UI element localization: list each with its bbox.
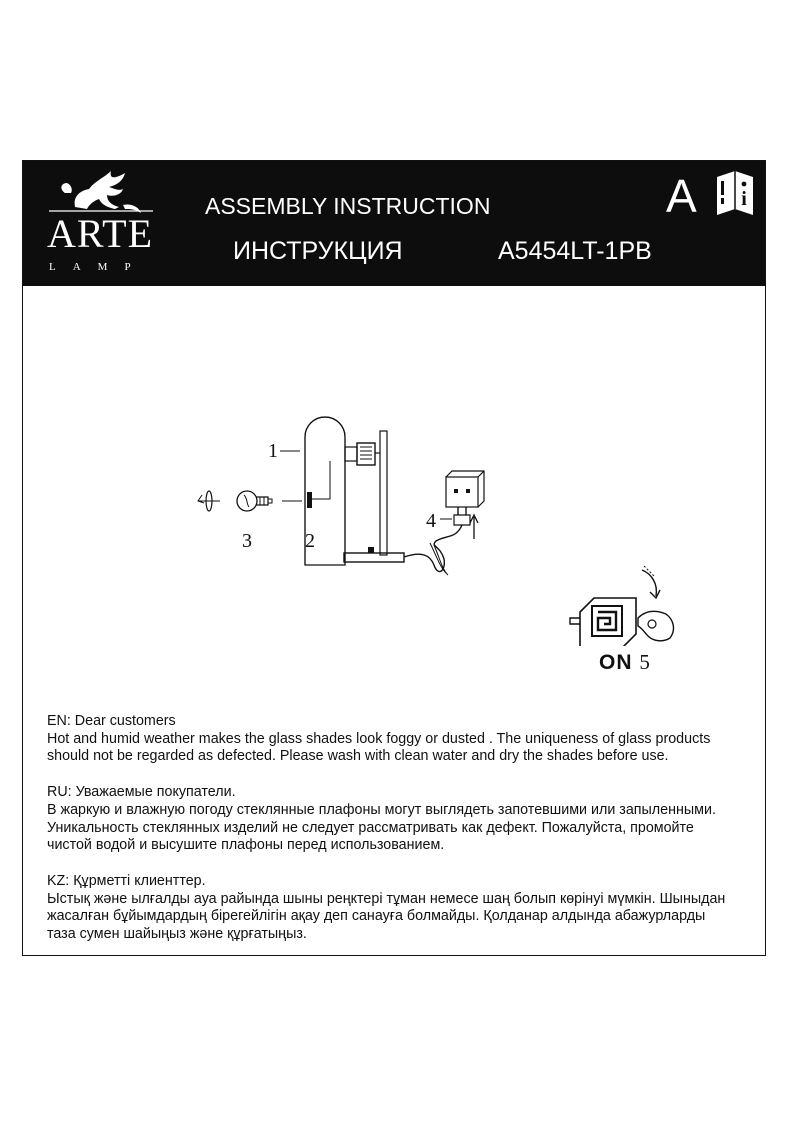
bulb bbox=[237, 491, 272, 511]
note-line: чистой водой и высушите плафоны перед использованием. bbox=[47, 837, 445, 854]
note-kazakh bbox=[47, 873, 747, 944]
brand-logo-text: ARTE bbox=[46, 211, 154, 256]
header-bar bbox=[23, 161, 765, 286]
note-heading: KZ: Құрметті клиенттер. bbox=[47, 872, 206, 889]
note-russian bbox=[47, 784, 747, 855]
switch-hand-illustration bbox=[560, 562, 680, 646]
switch-callout-5: 5 bbox=[639, 650, 651, 674]
brand-logo-subtext: LAMP bbox=[49, 261, 148, 273]
note-line: таза сумен шайыңыз және құрғатыңыз. bbox=[47, 926, 307, 943]
note-heading: RU: Уважаемые покупатели. bbox=[47, 784, 236, 801]
note-line: Ыстық және ылғалды ауа райында шыны реңктері тұман немесе шаң болып көрінуі мүмкін. Шыныдан bbox=[47, 890, 726, 907]
note-line: Hot and humid weather makes the glass shades look foggy or dusted . The uniqueness of glass products bbox=[47, 730, 711, 747]
cord-and-plug bbox=[404, 507, 470, 575]
callout-4: 4 bbox=[426, 510, 436, 532]
callout-2: 2 bbox=[305, 530, 315, 552]
note-line: В жаркую и влажную погоду стеклянные плафоны могут выглядеть запотевшими или запыленными. bbox=[47, 801, 716, 818]
manual-book-icon bbox=[713, 167, 757, 219]
screw-ring bbox=[282, 492, 312, 508]
lamp-holder bbox=[312, 443, 375, 499]
rotate-arrow-icon bbox=[198, 491, 220, 511]
griffin-logo-icon bbox=[45, 167, 157, 215]
switch-on-text: ON bbox=[599, 651, 633, 674]
note-line: жасалған бұйымдардың бірегейлігін ақау деп санауға болмайды. Қолданар алдында абажурларды bbox=[47, 908, 706, 925]
note-line: should not be regarded as defected. Please wash with clean water and dry the shades before use. bbox=[47, 748, 669, 765]
assembly-diagram bbox=[190, 395, 520, 585]
title-english: ASSEMBLY INSTRUCTION bbox=[205, 193, 491, 219]
model-number: A5454LT-1PB bbox=[498, 237, 652, 265]
title-russian: ИНСТРУКЦИЯ bbox=[233, 237, 403, 265]
language-letter: A bbox=[666, 170, 697, 222]
note-english bbox=[47, 713, 747, 766]
lamp-stand bbox=[344, 431, 404, 562]
note-line: Уникальность стеклянных изделий не следует рассматривать как дефект. Пожалуйста, промойте bbox=[47, 819, 694, 836]
callout-1: 1 bbox=[268, 440, 278, 462]
note-heading: EN: Dear customers bbox=[47, 713, 176, 729]
wall-socket bbox=[446, 471, 484, 539]
manual-icon-letter: i bbox=[741, 188, 747, 210]
customer-notes bbox=[47, 713, 747, 962]
callout-3: 3 bbox=[242, 530, 252, 552]
switch-on-label bbox=[599, 650, 651, 675]
